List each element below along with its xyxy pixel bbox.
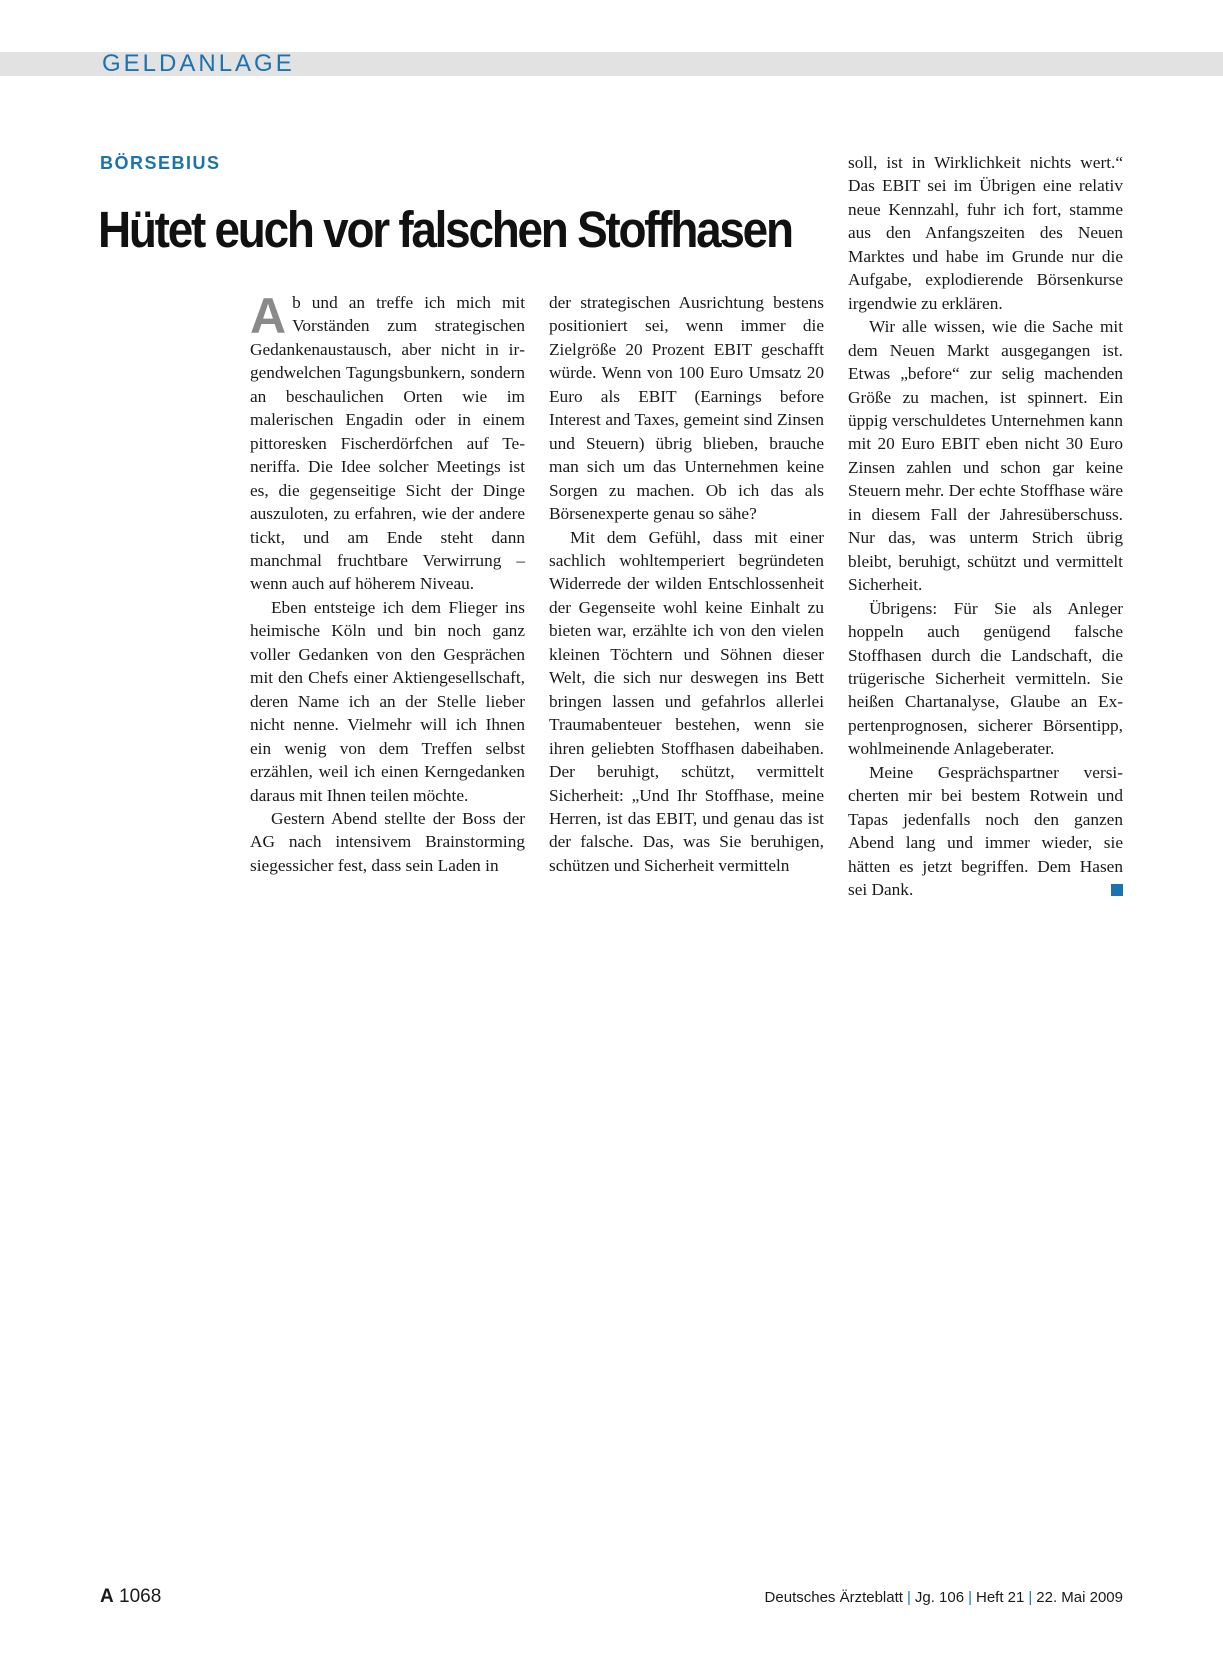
paragraph: Gestern Abend stellte der Boss der AG nach intensivem Brainstorming siegessicher fest, dass sein Laden in (250, 808, 525, 875)
kicker: BÖRSEBIUS (100, 153, 221, 173)
separator: | (906, 1589, 911, 1606)
journal-name: Deutsches Ärzteblatt (764, 1589, 903, 1606)
end-of-article-marker (1111, 884, 1123, 896)
date: 22. Mai 2009 (1036, 1589, 1123, 1606)
paragraph (250, 288, 525, 596)
article-column-2 (549, 291, 824, 877)
paragraph: Eben entsteige ich dem Flieger ins heimische Köln und bin noch ganz voller Gedanken von den Gesprächen mit den Chefs einer Aktiengesellschaft, deren Name ich an der Stelle lieber nicht nenne. Vielmehr will ich Ihnen ein wenig von dem Treffen selbst erzählen, weil ich einen Kerngedanken daraus mit Ihnen teilen möchte. (250, 597, 525, 805)
separator: | (968, 1589, 972, 1606)
page-number-value: 1068 (119, 1586, 162, 1607)
volume: Jg. 106 (914, 1589, 965, 1606)
paragraph (848, 761, 1123, 902)
article-column-3 (848, 151, 1123, 902)
paragraph-text: b und an treffe ich mich mit Vorständen zum strategischen Gedankenaustausch, aber nicht in irgendwelchen Tagungsbunkern, sondern an beschaulichen Orten wie im malerischen Engadin oder in einem pittoresken Fischerdörfchen auf Teneriffa. Die Idee solcher Meetings ist es, die gegenseitige Sicht der Dinge auszuloten, zu erfahren, wie der andere tickt, und am Ende steht dann manchmal fruchtbare Verwirrung – wenn auch auf höherem Niveau. (250, 293, 525, 594)
page-number (100, 1586, 161, 1608)
paragraph: Wir alle wissen, wie die Sache mit dem Neuen Markt ausgegangen ist. Etwas „before“ zur selig machenden Größe zu machen, ist spinnert. Ein üppig verschuldetes Unternehmen kann mit 20 Euro EBIT eben nicht 30 Euro Zinsen zahlen und schon gar keine Steuern mehr. Der echte Stoffhase wäre in diesem Fall der Jahresüberschuss. Nur das, was unterm Strich übrig bleibt, beruhigt, schützt und vermittelt Sicherheit. (848, 317, 1123, 595)
paragraph: Mit dem Gefühl, dass mit einer sachlich wohltemperiert begründeten Widerrede der wilden Entschlossenheit der Gegenseite wohl keine Einhalt zu bieten war, erzählte ich von den vielen kleinen Töchtern und Söhnen dieser Welt, die sich nur deswegen ins Bett bringen lassen und gefahrlos allerlei Traumabenteuer bestehen, wenn sie ihren geliebten Stoffhasen dabeihaben. Der beruhigt, schützt, vermittelt Sicherheit: „Und Ihr Stoffhase, meine Herren, ist das EBIT, und genau das ist der falsche. Das, was Sie beruhigen, schützen und Sicherheit vermitteln (549, 527, 824, 875)
paragraph: soll, ist in Wirklichkeit nichts wert.“ Das EBIT sei im Übrigen eine relativ neue Kennzahl, fuhr ich fort, stamme aus den Anfangszeiten des Neuen Marktes und habe im Grunde nur die Aufgabe, explodierende Börsenkurse irgendwie zu erklären. (848, 153, 1123, 313)
paragraph: Übrigens: Für Sie als Anleger hoppeln auch genügend falsche Stoffhasen durch die Landschaft, die trügerische Sicherheit vermitteln. Sie heißen Chartanalyse, Glaube an Expertenprognosen, sicherer Börsentipp, wohlmeinende Anlageberater. (848, 598, 1123, 759)
issue: Heft 21 (975, 1589, 1025, 1606)
paragraph-text: Meine Gesprächspartner versicherten mir bei bestem Rotwein und Tapas jedenfalls noch den ganzen Abend lang und immer wieder, sie hätten es jetzt begriffen. Dem Hasen sei Dank. (848, 762, 1123, 900)
drop-cap: A (250, 288, 287, 344)
article-column-1 (250, 288, 525, 877)
section-label: GELDANLAGE (102, 50, 295, 77)
page-prefix: A (100, 1586, 114, 1607)
separator: | (1028, 1589, 1033, 1606)
paragraph: der strategischen Ausrichtung bestens positioniert sei, wenn immer die Zielgröße 20 Prozent EBIT geschafft würde. Wenn von 100 Euro Umsatz 20 Euro als EBIT (Earnings before Interest and Taxes, gemeint sind Zinsen und Steuern) übrig blieben, brauche man sich um das Unternehmen keine Sorgen zu machen. Ob ich das als Börsenexperte genau so sähe? (549, 293, 824, 524)
journal-info (765, 1589, 1123, 1606)
headline: Hütet euch vor falschen Stoffhasen (98, 201, 792, 258)
